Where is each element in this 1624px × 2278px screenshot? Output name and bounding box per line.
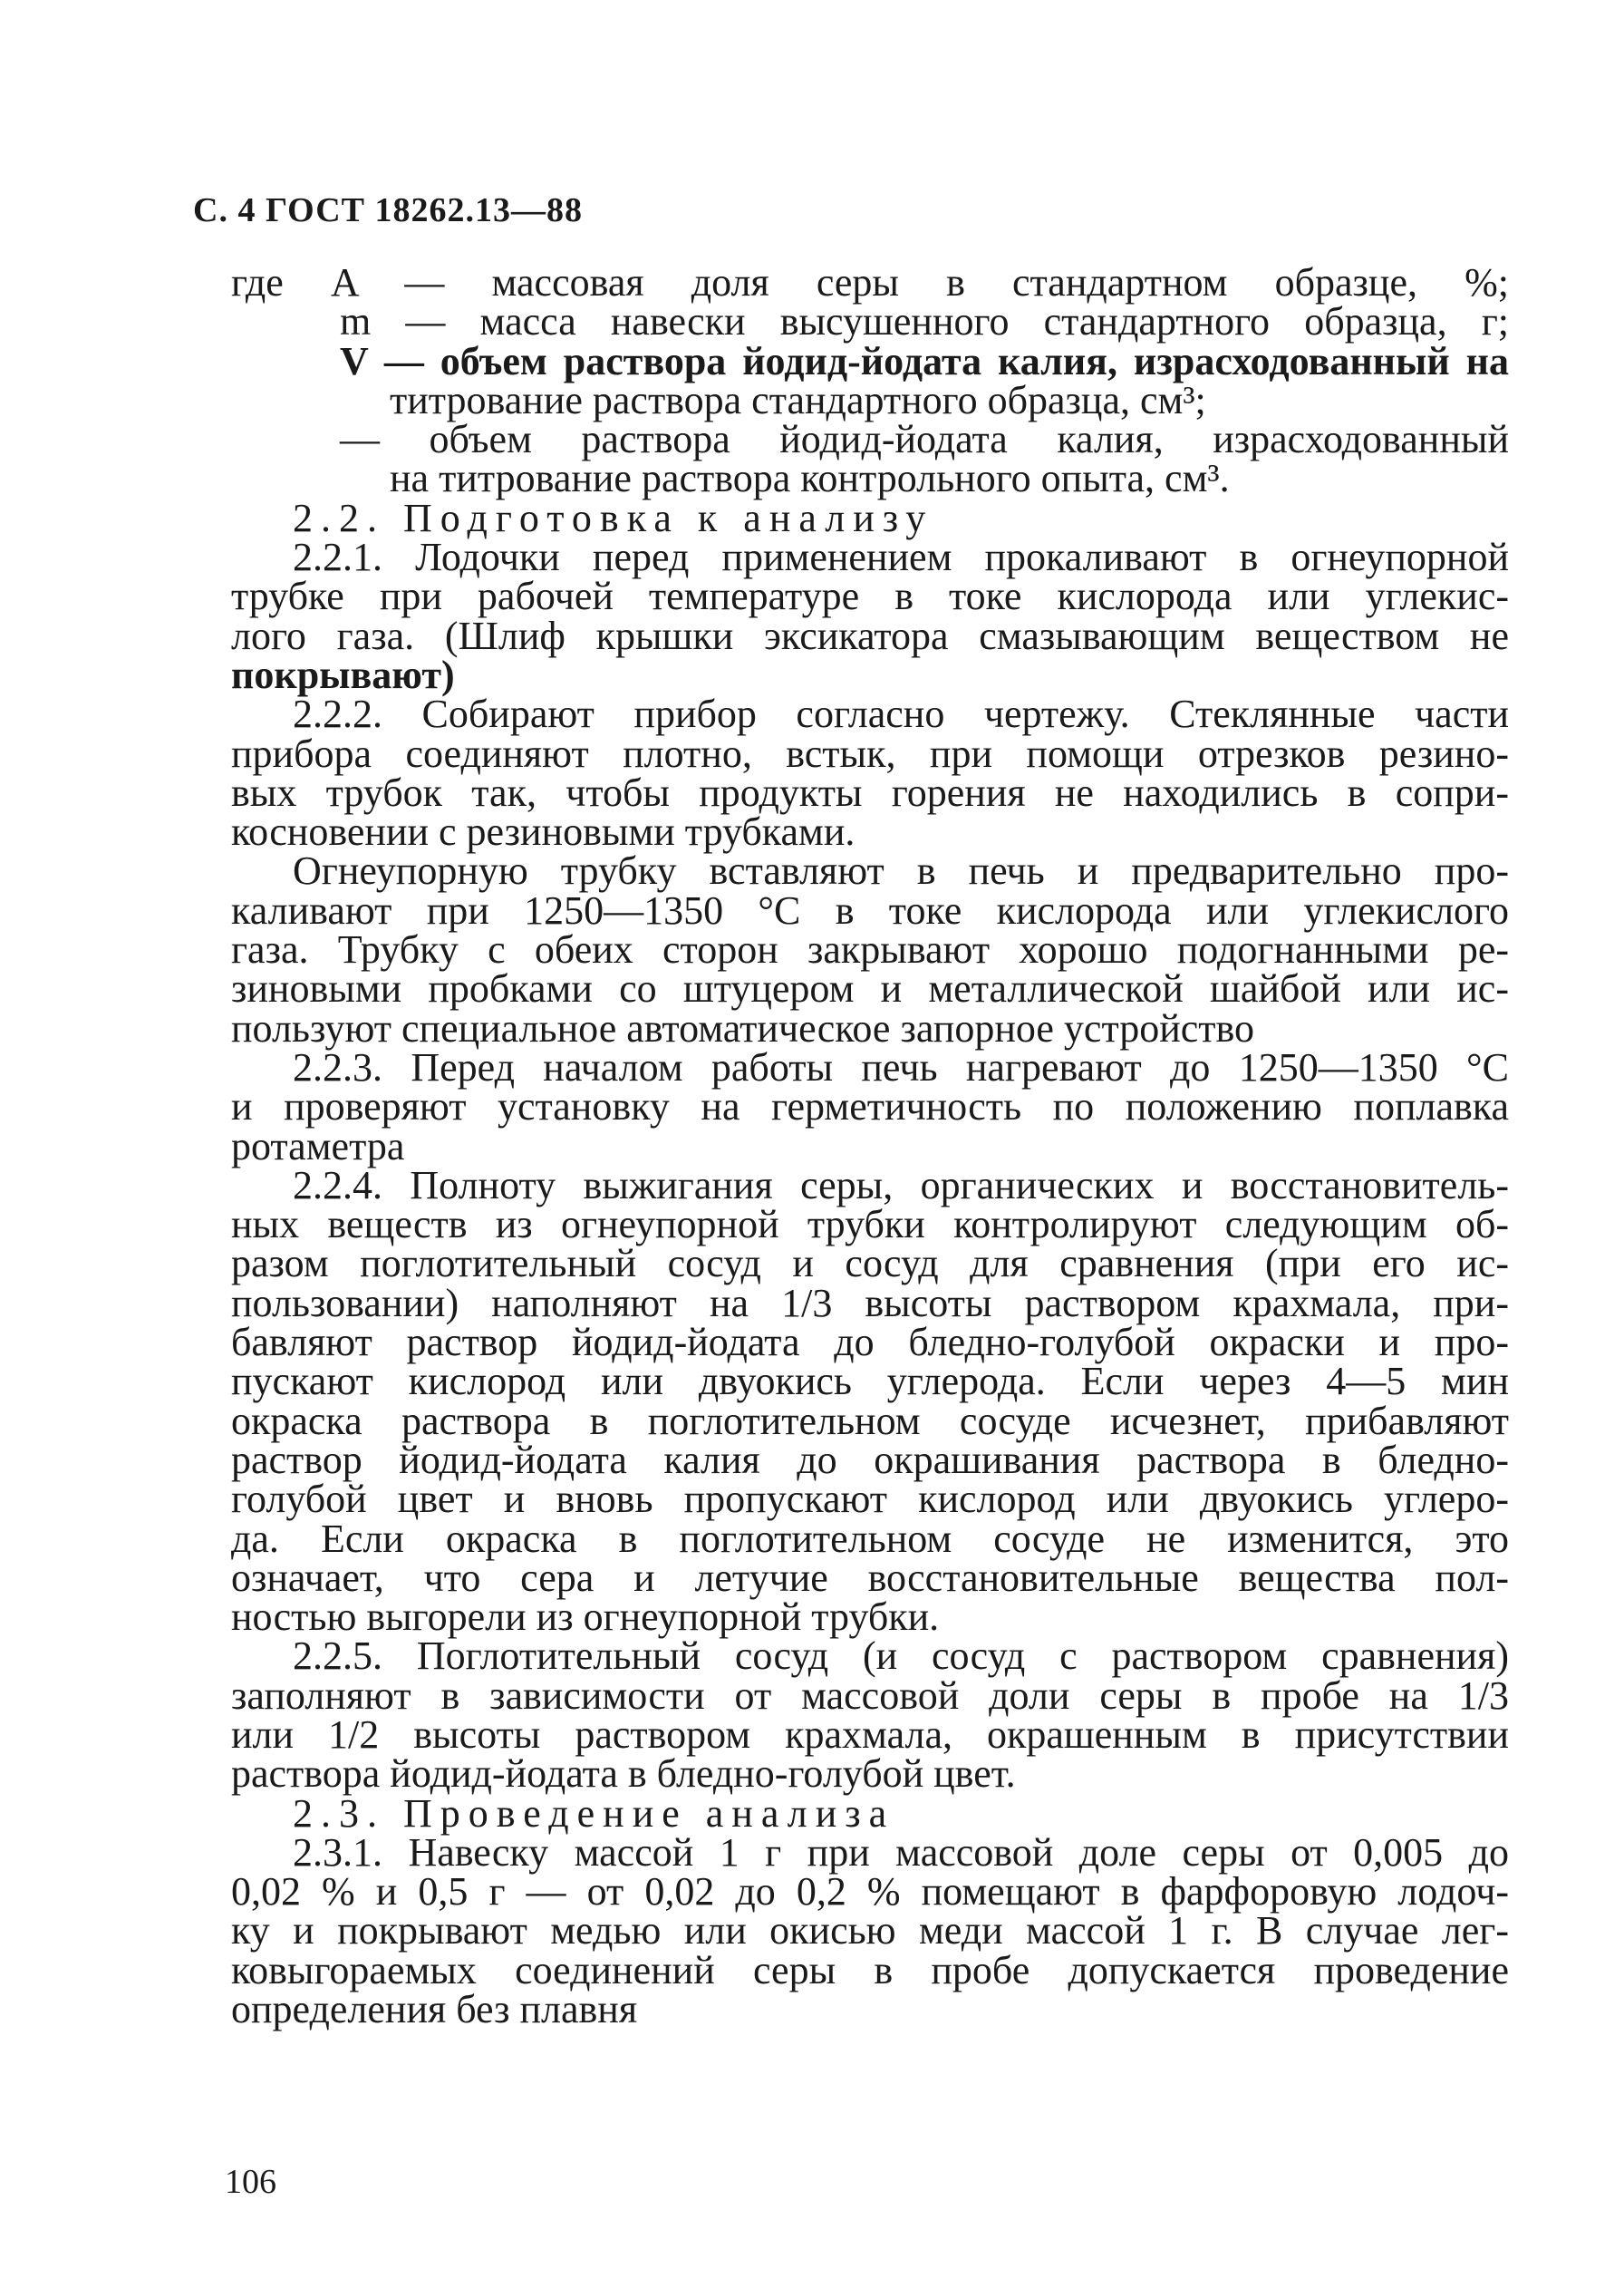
text-line: 2.2.1. Лодочки перед применением прокаливают в огнеупорной bbox=[293, 535, 1509, 580]
text-line: ностью выгорели из огнеупорной трубки. bbox=[231, 1595, 940, 1640]
text-line: ротаметра bbox=[231, 1123, 405, 1168]
text-line: раствора йодид-йодата в бледно-голубой цвет. bbox=[231, 1751, 1016, 1797]
text-line: титрование раствора стандартного образца, см³; bbox=[390, 377, 1206, 422]
text-line: пользовании) наполняют на 1/3 высоты раствором крахмала, при- bbox=[231, 1280, 1509, 1325]
text-line: голубой цвет и вновь пропускают кислород или двуокись углеро- bbox=[231, 1477, 1509, 1522]
text-line: означает, что сера и летучие восстановительные вещества пол- bbox=[231, 1555, 1509, 1600]
text-line: прибора соединяют плотно, встык, при помощи отрезков резино- bbox=[231, 731, 1509, 776]
document-header: С. 4 ГОСТ 18262.13—88 bbox=[193, 191, 583, 229]
text-line: определения без плавня bbox=[231, 1987, 638, 2032]
section-heading: 2.2. Подготовка к анализу bbox=[293, 495, 934, 540]
text-line: пользуют специальное автоматическое запорное устройство bbox=[231, 1005, 1255, 1051]
text-line: 0,02 % и 0,5 г — от 0,02 до 0,2 % помещают в фарфоровую лодоч- bbox=[231, 1869, 1509, 1914]
text-line: ных веществ из огнеупорной трубки контролируют следующим об- bbox=[231, 1202, 1509, 1247]
text-line: бавляют раствор йодид-йодата до бледно-голубой окраски и про- bbox=[231, 1320, 1509, 1365]
text-line: V — объем раствора йодид-йодата калия, израсходованный на bbox=[340, 338, 1509, 383]
text-line: m — масса навески высушенного стандартного образца, г; bbox=[340, 299, 1509, 344]
text-line: разом поглотительный сосуд и сосуд для сравнения (при его ис- bbox=[231, 1241, 1509, 1286]
text-line: вых трубок так, чтобы продукты горения не находились в сопри- bbox=[231, 770, 1509, 815]
text-line: трубке при рабочей температуре в токе кислорода или углекис- bbox=[231, 574, 1509, 619]
text-line: 2.2.5. Поглотительный сосуд (и сосуд с раствором сравнения) bbox=[293, 1633, 1509, 1679]
section-heading: 2.3. Проведение анализа bbox=[293, 1790, 895, 1836]
text-line: — объем раствора йодид-йодата калия, израсходованный bbox=[340, 417, 1509, 462]
text-line: окраска раствора в поглотительном сосуде исчезнет, прибавляют bbox=[231, 1398, 1509, 1443]
text-line: ку и покрывают медью или окисью меди массой 1 г. В случае лег- bbox=[231, 1908, 1509, 1953]
text-line: ковыгораемых соединений серы в пробе допускается проведение bbox=[231, 1947, 1509, 1992]
page-number: 106 bbox=[225, 2163, 276, 2201]
document-body bbox=[231, 260, 1509, 2032]
text-line: 2.2.3. Перед началом работы печь нагревают до 1250—1350 °С bbox=[293, 1044, 1509, 1090]
text-line: 2.2.4. Полноту выжигания серы, органических и восстановитель- bbox=[293, 1162, 1509, 1207]
text-line: пускают кислород или двуокись углерода. Если через 4—5 мин bbox=[231, 1359, 1509, 1404]
text-line: или 1/2 высоты раствором крахмала, окрашенным в присутствии bbox=[231, 1711, 1509, 1757]
text-line: газа. Трубку с обеих сторон закрывают хорошо подогнанными ре- bbox=[231, 927, 1509, 973]
text-line: 2.2.2. Собирают прибор согласно чертежу. Стеклянные части bbox=[293, 692, 1509, 737]
text-line: раствор йодид-йодата калия до окрашивания раствора в бледно- bbox=[231, 1437, 1509, 1482]
text-line: Огнеупорную трубку вставляют в печь и предварительно про- bbox=[293, 848, 1509, 894]
text-line: и проверяют установку на герметичность по положению поплавка bbox=[231, 1084, 1509, 1129]
text-line: каливают при 1250—1350 °С в токе кислорода или углекислого bbox=[231, 887, 1509, 933]
text-line: где A — массовая доля серы в стандартном образце, %; bbox=[231, 260, 1509, 305]
text-line: на титрование раствора контрольного опыта, см³. bbox=[390, 456, 1230, 501]
text-line: заполняют в зависимости от массовой доли серы в пробе на 1/3 bbox=[231, 1672, 1509, 1718]
text-line: да. Если окраска в поглотительном сосуде не изменится, это bbox=[231, 1516, 1509, 1561]
text-line: косновении с резиновыми трубками. bbox=[231, 809, 856, 855]
text-line: 2.3.1. Навеску массой 1 г при массовой доле серы от 0,005 до bbox=[293, 1829, 1509, 1875]
text-line: лого газа. (Шлиф крышки эксикатора смазывающим веществом не bbox=[231, 613, 1509, 658]
text-line: покрывают) bbox=[231, 652, 455, 697]
text-line: зиновыми пробками со штуцером и металлической шайбой или ис- bbox=[231, 966, 1509, 1012]
